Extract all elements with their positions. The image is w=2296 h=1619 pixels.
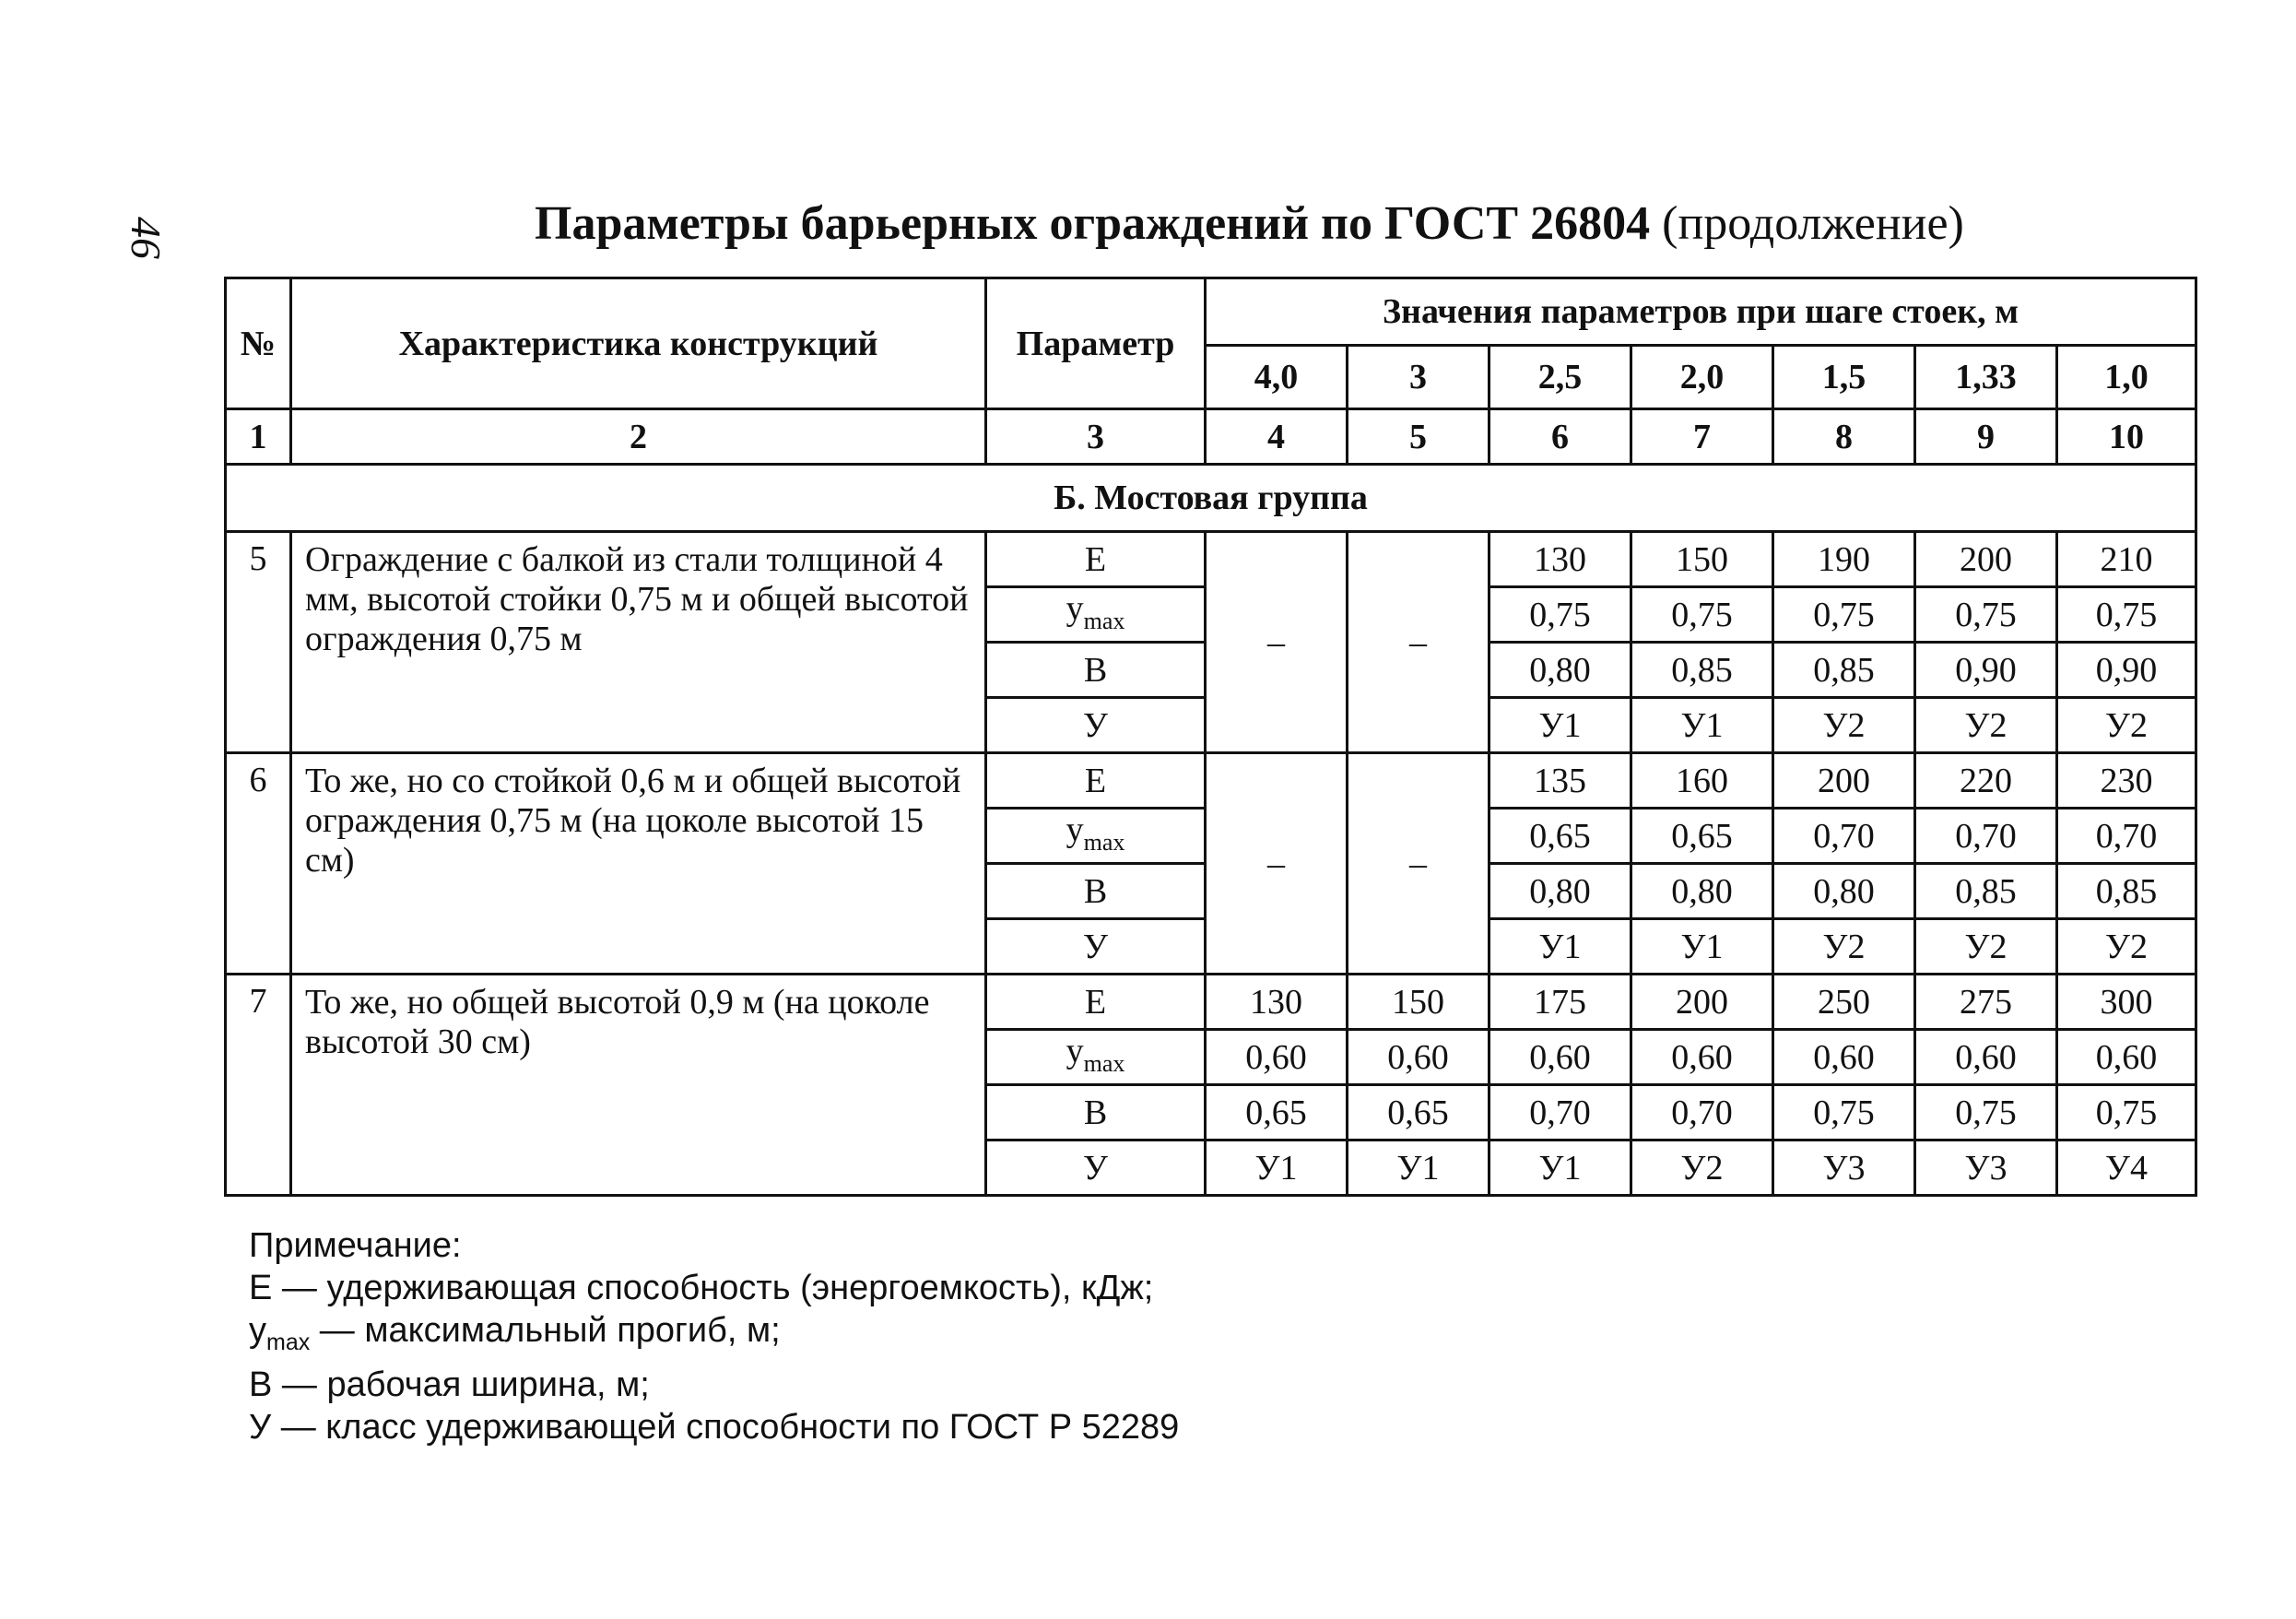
value-cell: 0,65	[1489, 809, 1631, 864]
value-cell: 0,85	[1773, 643, 1915, 698]
header-step: 1,33	[1915, 346, 2057, 409]
row-description: То же, но общей высотой 0,9 м (на цоколе высотой 30 см)	[291, 975, 986, 1196]
note-y-text: — максимальный прогиб, м;	[310, 1311, 781, 1350]
note-y-subscript: max	[266, 1329, 311, 1355]
value-cell: 190	[1773, 532, 1915, 587]
value-cell: 0,80	[1773, 864, 1915, 919]
blank-cell: –	[1206, 532, 1348, 753]
value-cell: 0,80	[1489, 643, 1631, 698]
value-cell: 130	[1206, 975, 1348, 1030]
table-row	[226, 532, 2196, 587]
value-cell: 300	[2057, 975, 2196, 1030]
column-number: 4	[1206, 409, 1348, 465]
section-title: Б. Мостовая группа	[226, 465, 2196, 532]
header-step: 2,0	[1631, 346, 1773, 409]
param-symbol: y	[1066, 810, 1084, 849]
value-cell: 0,70	[1489, 1085, 1631, 1140]
param-subscript: max	[1083, 1049, 1125, 1077]
value-cell: У2	[1773, 698, 1915, 753]
value-cell: 0,60	[1489, 1030, 1631, 1085]
value-cell: 175	[1489, 975, 1631, 1030]
notes-heading: Примечание:	[249, 1226, 462, 1265]
column-number-row	[226, 409, 2196, 465]
value-cell: 200	[1915, 532, 2057, 587]
value-cell: 0,85	[1915, 864, 2057, 919]
column-number: 6	[1489, 409, 1631, 465]
value-cell: 0,60	[1631, 1030, 1773, 1085]
value-cell: 0,75	[1773, 1085, 1915, 1140]
value-cell: 0,75	[1489, 587, 1631, 643]
value-cell: 0,60	[1915, 1030, 2057, 1085]
blank-cell: –	[1206, 753, 1348, 975]
header-parameter: Параметр	[986, 278, 1206, 409]
value-cell: 210	[2057, 532, 2196, 587]
param-name: B	[986, 1085, 1206, 1140]
value-cell: У2	[2057, 698, 2196, 753]
param-name: E	[986, 753, 1206, 809]
value-cell: 0,75	[1915, 1085, 2057, 1140]
header-characteristic: Характеристика конструкций	[291, 278, 986, 409]
value-cell: У2	[1915, 698, 2057, 753]
value-cell: 0,70	[2057, 809, 2196, 864]
row-description: То же, но со стойкой 0,6 м и общей высотой ограждения 0,75 м (на цоколе высотой 15 см)	[291, 753, 986, 975]
value-cell: 0,65	[1206, 1085, 1348, 1140]
value-cell: 0,75	[1631, 587, 1773, 643]
column-number: 8	[1773, 409, 1915, 465]
column-number: 10	[2057, 409, 2196, 465]
value-cell: 0,75	[1915, 587, 2057, 643]
param-name	[986, 809, 1206, 864]
value-cell: У2	[2057, 919, 2196, 975]
value-cell: 0,75	[2057, 587, 2196, 643]
param-name: У	[986, 1140, 1206, 1196]
row-number: 6	[226, 753, 291, 975]
value-cell: 0,60	[2057, 1030, 2196, 1085]
value-cell: 0,80	[1631, 864, 1773, 919]
note-e: Е — удерживающая способность (энергоемкость), кДж;	[249, 1269, 1154, 1307]
value-cell: 150	[1631, 532, 1773, 587]
note-ymax	[249, 1309, 1724, 1364]
header-row-1	[226, 278, 2196, 346]
header-step: 2,5	[1489, 346, 1631, 409]
value-cell: 0,75	[1773, 587, 1915, 643]
row-number: 7	[226, 975, 291, 1196]
value-cell: У1	[1489, 1140, 1631, 1196]
value-cell: 0,65	[1348, 1085, 1489, 1140]
column-number: 3	[986, 409, 1206, 465]
value-cell: У1	[1631, 919, 1773, 975]
value-cell: 220	[1915, 753, 2057, 809]
column-number: 9	[1915, 409, 2057, 465]
value-cell: 130	[1489, 532, 1631, 587]
value-cell: У1	[1206, 1140, 1348, 1196]
column-number: 2	[291, 409, 986, 465]
section-row	[226, 465, 2196, 532]
header-step: 1,5	[1773, 346, 1915, 409]
param-name: У	[986, 698, 1206, 753]
value-cell: 0,60	[1348, 1030, 1489, 1085]
param-symbol: y	[1066, 588, 1084, 628]
column-number: 7	[1631, 409, 1773, 465]
value-cell: У4	[2057, 1140, 2196, 1196]
header-step: 4,0	[1206, 346, 1348, 409]
value-cell: 0,85	[2057, 864, 2196, 919]
parameters-table	[224, 277, 2197, 1197]
param-name	[986, 1030, 1206, 1085]
value-cell: У3	[1773, 1140, 1915, 1196]
param-name	[986, 587, 1206, 643]
column-number: 5	[1348, 409, 1489, 465]
param-subscript: max	[1083, 607, 1125, 634]
value-cell: 160	[1631, 753, 1773, 809]
value-cell: 150	[1348, 975, 1489, 1030]
row-description: Ограждение с балкой из стали толщиной 4 мм, высотой стойки 0,75 м и общей высотой ограждения 0,75 м	[291, 532, 986, 753]
value-cell: 0,60	[1773, 1030, 1915, 1085]
header-no: №	[226, 278, 291, 409]
value-cell: 250	[1773, 975, 1915, 1030]
header-step: 1,0	[2057, 346, 2196, 409]
value-cell: У3	[1915, 1140, 2057, 1196]
value-cell: 0,70	[1915, 809, 2057, 864]
value-cell: 275	[1915, 975, 2057, 1030]
row-number: 5	[226, 532, 291, 753]
value-cell: 200	[1631, 975, 1773, 1030]
value-cell: 0,90	[1915, 643, 2057, 698]
table-row	[226, 975, 2196, 1030]
value-cell: 0,90	[2057, 643, 2196, 698]
note-b: В — рабочая ширина, м;	[249, 1365, 650, 1404]
header-step: 3	[1348, 346, 1489, 409]
value-cell: 0,70	[1773, 809, 1915, 864]
value-cell: У1	[1631, 698, 1773, 753]
blank-cell: –	[1348, 753, 1489, 975]
title-main: Параметры барьерных ограждений по ГОСТ 26804	[535, 197, 1651, 250]
page-number: 46	[123, 217, 170, 259]
value-cell: 0,65	[1631, 809, 1773, 864]
param-name: E	[986, 532, 1206, 587]
table-row	[226, 753, 2196, 809]
page-title	[535, 192, 2102, 256]
value-cell: 0,75	[2057, 1085, 2196, 1140]
value-cell: У1	[1348, 1140, 1489, 1196]
value-cell: 0,70	[1631, 1085, 1773, 1140]
param-name: B	[986, 864, 1206, 919]
param-name: E	[986, 975, 1206, 1030]
value-cell: 200	[1773, 753, 1915, 809]
value-cell: У1	[1489, 698, 1631, 753]
value-cell: 0,85	[1631, 643, 1773, 698]
param-symbol: y	[1066, 1031, 1084, 1070]
param-subscript: max	[1083, 828, 1125, 856]
value-cell: У1	[1489, 919, 1631, 975]
note-u: У — класс удерживающей способности по ГОСТ Р 52289	[249, 1408, 1180, 1447]
blank-cell: –	[1348, 532, 1489, 753]
value-cell: У2	[1631, 1140, 1773, 1196]
param-name: B	[986, 643, 1206, 698]
value-cell: У2	[1915, 919, 2057, 975]
param-name: У	[986, 919, 1206, 975]
value-cell: 0,60	[1206, 1030, 1348, 1085]
value-cell: У2	[1773, 919, 1915, 975]
value-cell: 230	[2057, 753, 2196, 809]
value-cell: 0,80	[1489, 864, 1631, 919]
note-y-symbol: y	[249, 1311, 266, 1350]
title-continuation: (продолжение)	[1662, 197, 1964, 250]
column-number: 1	[226, 409, 291, 465]
value-cell: 135	[1489, 753, 1631, 809]
header-values-group: Значения параметров при шаге стоек, м	[1206, 278, 2196, 346]
notes	[249, 1224, 1724, 1448]
